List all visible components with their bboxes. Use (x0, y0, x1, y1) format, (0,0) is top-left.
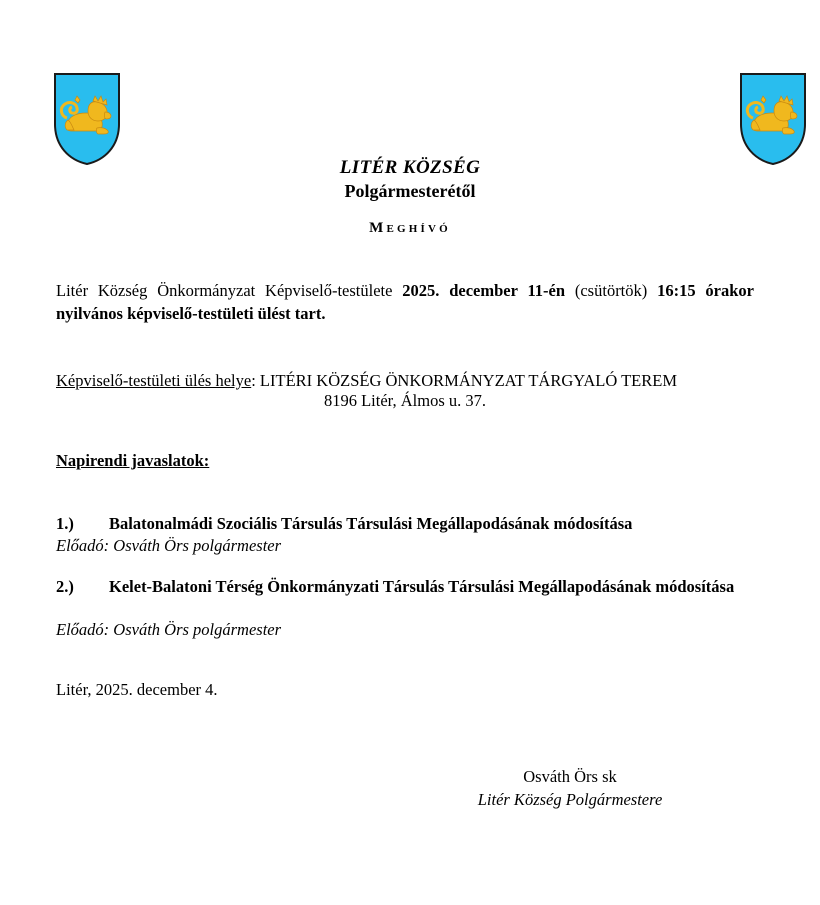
agenda-heading-text: Napirendi javaslatok: (56, 451, 210, 470)
agenda-item-1-title: Balatonalmádi Szociális Társulás Társulási Megállapodásának módosítása (109, 514, 633, 533)
venue-colon: : (251, 371, 256, 390)
announcement-paragraph (56, 280, 754, 326)
dateline: Litér, 2025. december 4. (56, 680, 218, 699)
document-header (0, 157, 820, 237)
page-title: LITÉR KÖZSÉG (339, 157, 481, 178)
page-subtitle: Polgármesterétől (344, 180, 476, 201)
signature-name: Osváth Örs sk (523, 767, 617, 786)
signature-block (400, 765, 740, 811)
agenda-item-2-title: Kelet-Balatoni Térség Önkormányzati Társulás Társulási Megállapodásának módosítása (109, 577, 735, 596)
agenda-item-2-presenter: Előadó: Osváth Örs polgármester (56, 620, 282, 639)
document-kind-heading: Meghívó (369, 220, 451, 237)
agenda-item-1-line (56, 513, 754, 536)
agenda-item-2 (56, 576, 754, 599)
agenda-item-2-line (56, 576, 754, 599)
dateline-block (56, 679, 754, 702)
coat-of-arms-left-icon (53, 72, 121, 166)
announcement-block (56, 280, 754, 326)
announcement-date: 2025. december 11-én (402, 281, 566, 300)
agenda-item-1-number: 1.) (56, 514, 74, 533)
agenda-heading-block (56, 450, 754, 473)
venue-label: Képviselő-testületi ülés helye (56, 371, 252, 390)
agenda-item-1-presenter: Előadó: Osváth Örs polgármester (56, 536, 282, 555)
agenda-heading (56, 450, 754, 473)
agenda-item-2-number: 2.) (56, 577, 74, 596)
venue-address-block (56, 390, 754, 413)
venue-name: LITÉRI KÖZSÉG ÖNKORMÁNYZAT TÁRGYALÓ TEREM (255, 371, 677, 390)
signature-role: Litér Község Polgármestere (477, 790, 663, 810)
announcement-time: 16:15 órakor nyilvános képviselő-testületi ülést tart. (56, 281, 754, 323)
agenda-item-2-presenter-block (56, 619, 754, 642)
agenda-item-1 (56, 513, 754, 536)
coat-of-arms-right-icon (739, 72, 807, 166)
announcement-weekday: (csütörtök) (565, 281, 658, 300)
venue-address: 8196 Litér, Álmos u. 37. (323, 391, 487, 410)
announcement-lead: Litér Község Önkormányzat Képviselő-testülete (56, 281, 403, 300)
agenda-item-1-presenter-block (56, 535, 754, 558)
